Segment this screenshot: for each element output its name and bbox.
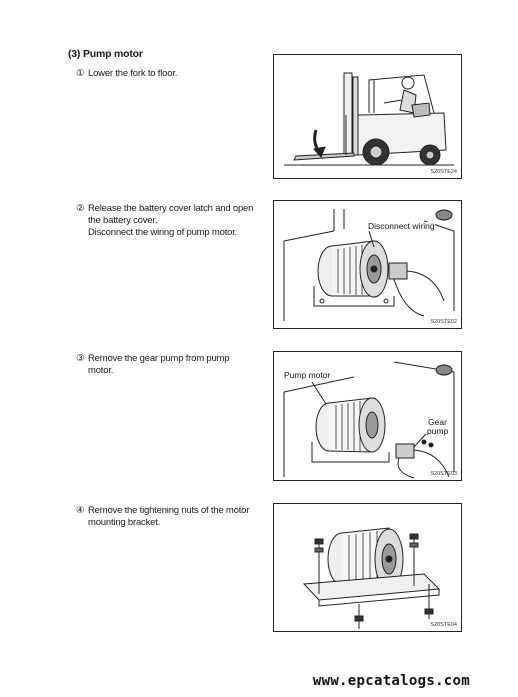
step-2-line-1: Release the battery cover latch and open [88, 203, 254, 214]
figure-forklift [273, 54, 462, 179]
step-2-line-3: Disconnect the wiring of pump motor. [88, 227, 238, 238]
motor-bracket-illustration [274, 504, 462, 632]
step-3-text [76, 353, 254, 377]
step-2-text [76, 203, 254, 239]
figure-4-code: S20STE04 [430, 622, 457, 628]
step-4-line-1: Remove the tightening nuts of the motor [88, 505, 250, 516]
callout-pump: pump [427, 426, 449, 436]
step-3-number: ③ [76, 353, 85, 364]
figure-gear-pump [273, 351, 462, 481]
watermark: www.epcatalogs.com [312, 673, 470, 689]
figure-2-code: S20STE02 [430, 319, 457, 325]
step-4-number: ④ [76, 505, 85, 516]
callout-gear: Gear [428, 417, 447, 427]
figure-1-code: S20STE24 [430, 169, 457, 175]
callout-disconnect-wiring: Disconnect wiring [368, 221, 435, 231]
step-3-line-2: motor. [88, 365, 114, 376]
section-heading: (3) Pump motor [68, 48, 143, 60]
step-1-number: ① [76, 68, 85, 79]
step-4-text [76, 505, 254, 529]
step-4-line-2: mounting bracket. [88, 517, 161, 528]
step-2-line-2: the battery cover. [88, 215, 158, 226]
step-2-number: ② [76, 203, 85, 214]
step-3-line-1: Remove the gear pump from pump [88, 353, 230, 364]
callout-pump-motor: Pump motor [284, 370, 331, 380]
step-1-text [76, 68, 254, 80]
figure-3-code: S20STE03 [430, 471, 457, 477]
forklift-illustration [274, 55, 462, 179]
figure-mounting-bracket [273, 503, 462, 632]
figure-disconnect-wiring [273, 200, 462, 329]
step-1-line-1: Lower the fork to floor. [88, 68, 178, 79]
